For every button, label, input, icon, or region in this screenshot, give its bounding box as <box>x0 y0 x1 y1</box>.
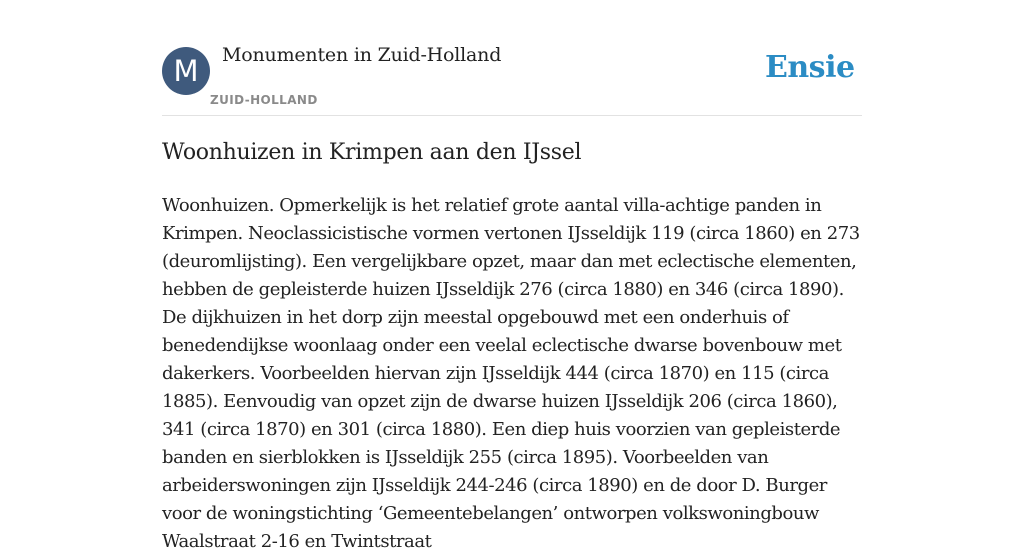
article-body: Woonhuizen. Opmerkelijk is het relatief grote aantal villa-achtige panden in Krimpen. Neoclassicistische vormen vertonen IJsseldijk 119 (circa 1860) en 273 (deuromlijsting). Een vergelijkbare opzet, maar dan met eclectische elementen, hebben de gepleisterde huizen IJsseldijk 276 (circa 1880) en 346 (circa 1890). De dijkhuizen in het dorp zijn meestal opgebouwd met een onderhuis of benedendijkse woonlaag onder een veelal eclectische dwarse bovenbouw met dakerkers. Voorbeelden hiervan zijn IJsseldijk 444 (circa 1870) en 115 (circa 1885). Eenvoudig van opzet zijn de dwarse huizen IJsseldijk 206 (circa 1860), 341 (circa 1870) en 301 (circa 1880). Een diep huis voorzien van gepleisterde banden en sierblokken is IJsseldijk 255 (circa 1895). Voorbeelden van arbeiderswoningen zijn IJsseldijk 244-246 (circa 1890) en de door D. Burger voor de woningstichting ‘Gemeentebelangen’ ontworpen volkswoningbouw Waalstraat 2-16 en Twintstraat <box>162 195 860 552</box>
source-title-link[interactable]: Monumenten in Zuid-Holland <box>222 44 502 66</box>
source-category-link[interactable]: ZUID-HOLLAND <box>210 93 318 107</box>
source-avatar[interactable]: M <box>162 47 210 95</box>
article-title: Woonhuizen in Krimpen aan den IJssel <box>162 140 582 165</box>
header-divider <box>162 115 862 116</box>
ensie-logo[interactable]: Ensie <box>765 50 855 85</box>
